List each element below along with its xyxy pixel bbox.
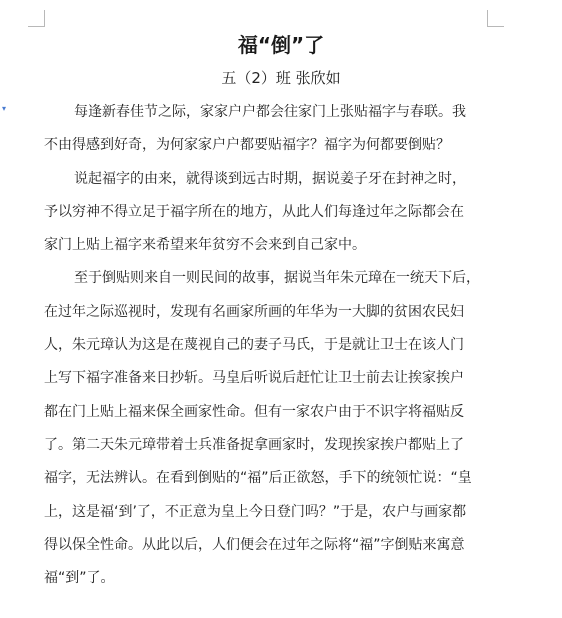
document-title: 福“倒”了	[237, 33, 325, 57]
body-text-line: 福字，无法辨认。在看到倒贴的“福”后正欲怒，手下的统领忙说：“皇	[44, 470, 472, 487]
author-line: 五（2）班 张欣如	[221, 69, 341, 87]
document-body	[44, 96, 492, 595]
body-text-line: 家门上贴上福字来希望来年贫穷不会来到自己家中。	[44, 237, 366, 254]
body-text-line: 在过年之际巡视时，发现有名画家所画的年华为一大脚的贫困农民妇	[44, 303, 464, 320]
body-text-line: 上，这是福‘到’了，不正意为皇上今日登门吗？”于是，农户与画家都	[44, 503, 467, 520]
crop-mark-top-right	[487, 10, 504, 27]
body-text-line: 上写下福字准备来日抄斩。马皇后听说后赶忙让卫士前去让挨家挨户	[44, 370, 464, 387]
body-text-line: 每逢新春佳节之际，家家户户都会往家门上张贴福字与春联。我	[74, 104, 466, 120]
body-text-line: 至于倒贴则来自一则民间的故事，据说当年朱元璋在一统天下后，	[74, 270, 480, 287]
paragraph-marker-icon[interactable]: ▾	[2, 104, 7, 113]
body-text-line: 福“到”了。	[44, 570, 115, 587]
body-text-line: 不由得感到好奇，为何家家户户都要贴福字？福字为何都要倒贴？	[44, 137, 450, 154]
body-text-line: 予以穷神不得立足于福字所在的地方，从此人们每逢过年之际都会在	[44, 203, 464, 220]
body-text-line: 得以保全性命。从此以后，人们便会在过年之际将“福”字倒贴来寓意	[44, 536, 465, 553]
body-text-line: 都在门上贴上福来保全画家性命。但有一家农户由于不识字将福贴反	[44, 403, 464, 420]
body-text-line: 了。第二天朱元璋带着士兵准备捉拿画家时，发现挨家挨户都贴上了	[44, 436, 464, 453]
crop-mark-top-left	[28, 10, 45, 27]
body-text-line: 人，朱元璋认为这是在蔑视自己的妻子马氏，于是就让卫士在该人门	[44, 337, 464, 354]
body-text-line: 说起福字的由来，就得谈到远古时期，据说姜子牙在封神之时，	[74, 170, 466, 187]
